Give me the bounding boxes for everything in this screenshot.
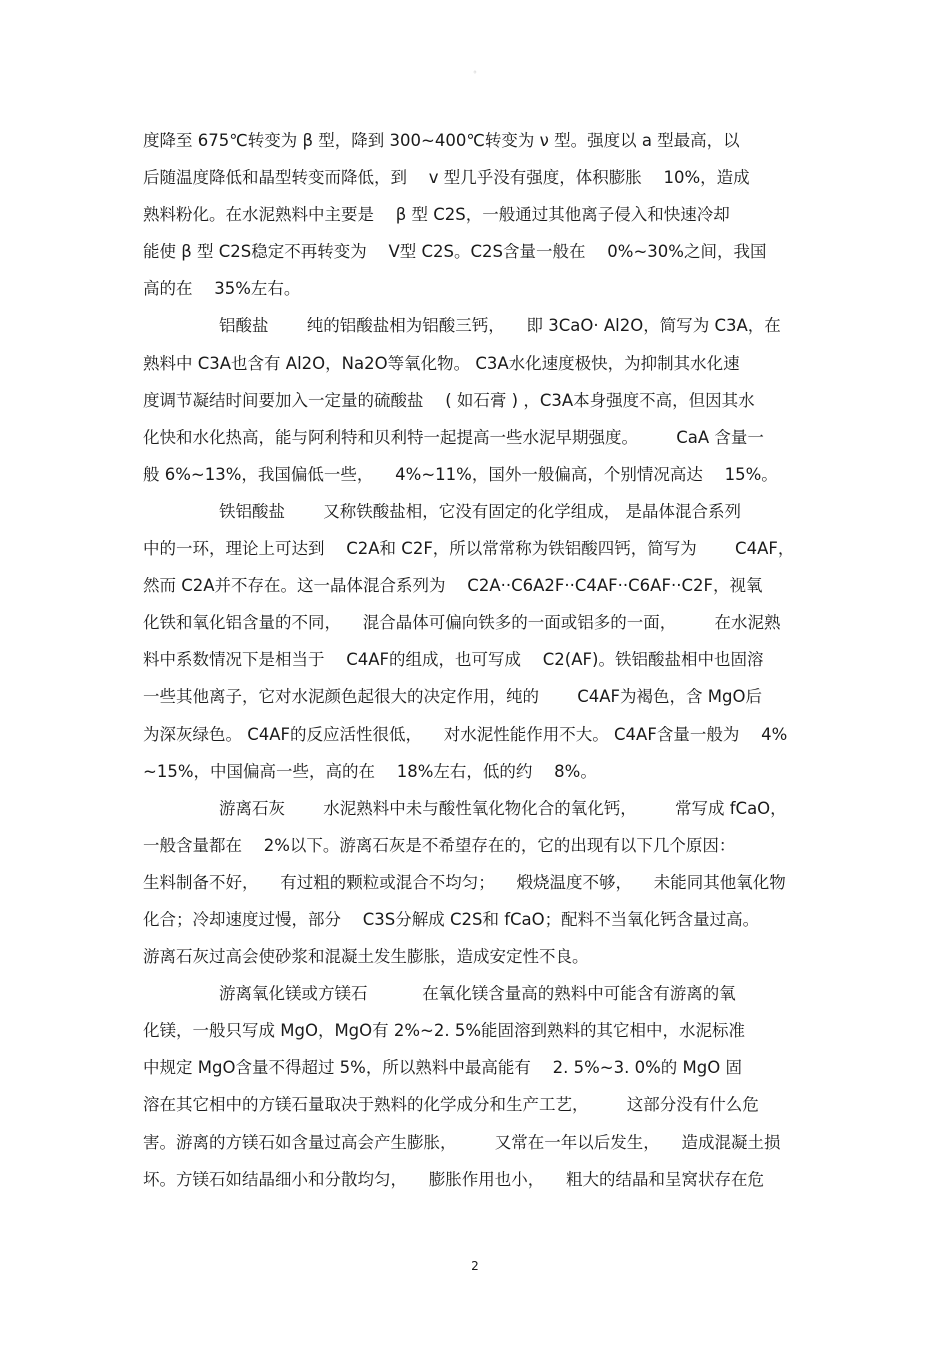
text-line: 能使 β 型 C2S稳定不再转变为 V型 C2S。C2S含量一般在 0%~30%之间，我国	[143, 242, 767, 262]
text-line: 一些其他离子，它对水泥颜色起很大的决定作用，纯的 C4AF为褐色，含 MgO后	[143, 687, 762, 707]
text-line: 度降至 675℃转变为 β 型，降到 300~400℃转变为 ν 型。强度以 a 型最高，以	[143, 131, 740, 150]
text-line: 化镁，一般只写成 MgO，MgO有 2%~2. 5%能固溶到熟料的其它相中，水泥标准	[143, 1021, 746, 1041]
text-line: ~15%，中国偏高一些，高的在 18%左右，低的约 8%。	[143, 761, 597, 781]
text-line: 游离石灰 水泥熟料中未与酸性氧化物化合的氧化钙， 常写成 fCaO，	[219, 798, 787, 818]
text-line: 害。游离的方镁石如含量过高会产生膨胀， 又常在一年以后发生， 造成混凝土损	[143, 1132, 781, 1152]
text-line: 熟料粉化。在水泥熟料中主要是 β 型 C2S，一般通过其他离子侵入和快速冷却	[143, 205, 730, 225]
text-line: 铝酸盐 纯的铝酸盐相为铝酸三钙， 即 3CaO· Al2O，简写为 C3A，在	[219, 316, 781, 336]
text-line: 化快和水化热高，能与阿利特和贝利特一起提高一些水泥早期强度。 CaA 含量一	[143, 427, 764, 447]
header-mark: ◦	[472, 68, 478, 77]
text-line: 中规定 MgO含量不得超过 5%，所以熟料中最高能有 2. 5%~3. 0%的 MgO 固	[143, 1058, 742, 1078]
text-line: 坏。方镁石如结晶细小和分散均匀， 膨胀作用也小， 粗大的结晶和呈窝状存在危	[143, 1169, 764, 1189]
text-line: 游离氧化镁或方镁石 在氧化镁含量高的熟料中可能含有游离的氧	[219, 984, 736, 1004]
text-line: 高的在 35%左右。	[143, 279, 301, 299]
page-number: 2	[471, 1259, 479, 1273]
body-text	[143, 122, 808, 1198]
text-line: 游离石灰过高会使砂浆和混凝土发生膨胀，造成安定性不良。	[143, 947, 589, 967]
text-line: 料中系数情况下是相当于 C4AF的组成，也可写成 C2(AF)。铁铝酸盐相中也固溶	[143, 650, 764, 670]
text-line: 度调节凝结时间要加入一定量的硫酸盐 ( 如石膏 ) ，C3A本身强度不高，但因其水	[143, 390, 755, 410]
text-line: 然而 C2A并不存在。这一晶体混合系列为 C2A··C6A2F··C4AF··C6AF··C2F，视氧	[143, 576, 763, 596]
text-line: 化铁和氧化铝含量的不同， 混合晶体可偏向铁多的一面或铝多的一面， 在水泥熟	[143, 613, 781, 633]
text-line: 熟料中 C3A也含有 Al2O，Na2O等氧化物。 C3A水化速度极快，为抑制其水化速	[143, 353, 740, 373]
text-line: 般 6%~13%，我国偏低一些， 4%~11%，国外一般偏高，个别情况高达 15%。	[143, 464, 778, 484]
text-line: 一般含量都在 2%以下。游离石灰是不希望存在的，它的出现有以下几个原因：	[143, 835, 736, 855]
text-line: 后随温度降低和晶型转变而降低，到 v 型几乎没有强度，体积膨胀 10%，造成	[143, 168, 750, 188]
text-line: 生料制备不好， 有过粗的颗粒或混合不均匀； 煅烧温度不够， 未能同其他氧化物	[143, 872, 786, 892]
text-line: 化合；冷却速度过慢，部分 C3S分解成 C2S和 fCaO；配料不当氧化钙含量过高。	[143, 909, 760, 929]
text-line: 溶在其它相中的方镁石量取决于熟料的化学成分和生产工艺， 这部分没有什么危	[143, 1095, 759, 1115]
text-line: 为深灰绿色。 C4AF的反应活性很低， 对水泥性能作用不大。 C4AF含量一般为 4%	[143, 724, 788, 744]
text-line: 铁铝酸盐 又称铁酸盐相，它没有固定的化学组成， 是晶体混合系列	[219, 501, 741, 521]
text-line: 中的一环，理论上可达到 C2A和 C2F，所以常常称为铁铝酸四钙，简写为 C4AF，	[143, 539, 795, 559]
